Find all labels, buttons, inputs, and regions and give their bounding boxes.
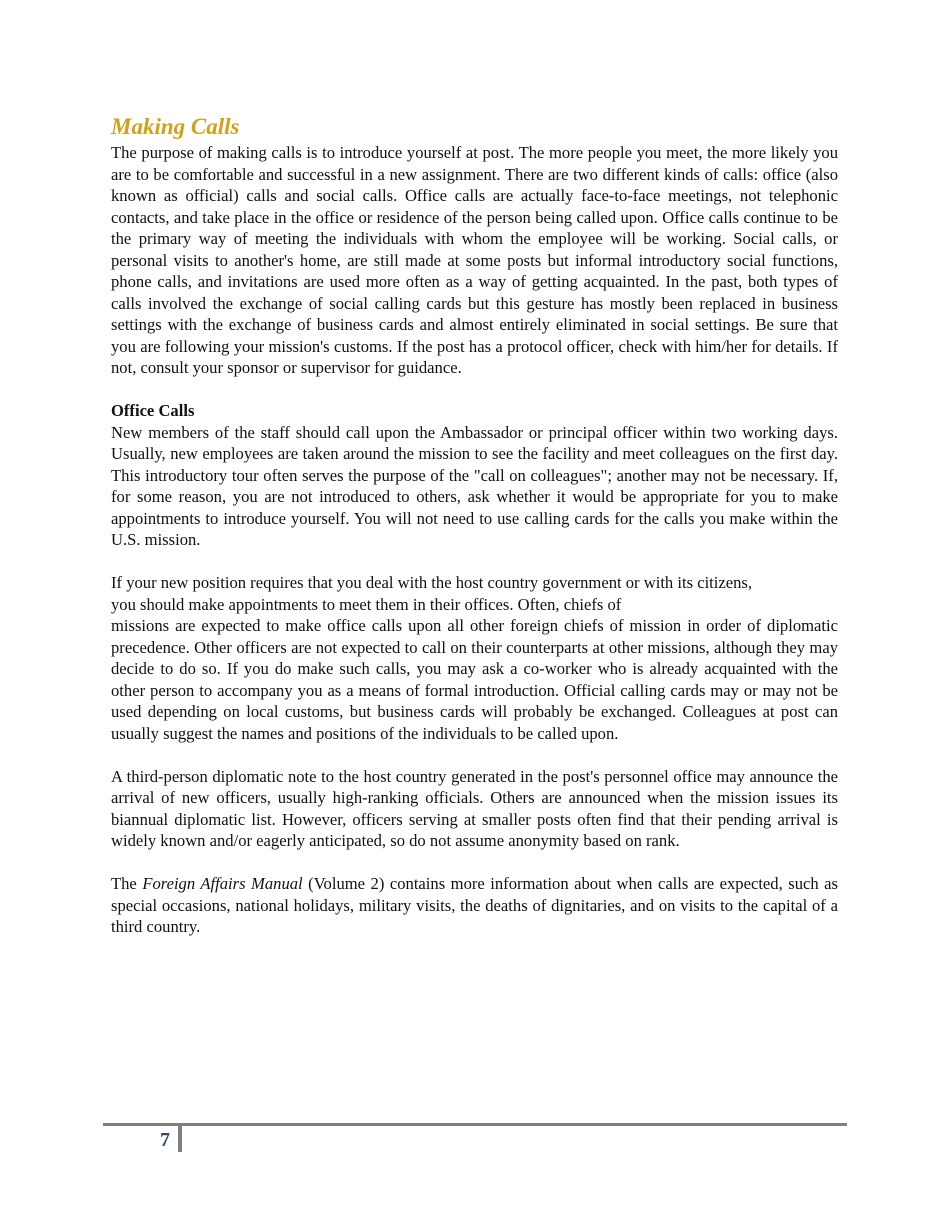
office-calls-heading: Office Calls: [111, 401, 195, 420]
paragraph-2-rest: missions are expected to make office calls upon all other foreign chiefs of mission in order of diplomatic precedence. Other officers are not expected to call on their counterparts at other missions, although they may decide to do so. If you do make such calls, you may ask a co-worker who is already acquainted with the other person to accompany you as a means of formal introduction. Official calling cards may or may not be used depending on local customs, but business cards will probably be exchanged. Colleagues at post can usually suggest the names and positions of the individuals to be called upon.: [111, 616, 838, 743]
page-content: [111, 112, 838, 938]
page-number: 7: [160, 1129, 170, 1151]
footer-rule: [103, 1123, 847, 1126]
office-calls-paragraph-1: New members of the staff should call upon the Ambassador or principal officer within two working days. Usually, new employees are taken around the mission to see the facility and meet colleagues on the first day. This introductory tour often serves the purpose of the "call on colleagues"; another may not be necessary. If, for some reason, you are not introduced to others, ask whether it would be appropriate for you to make appointments to introduce yourself. You will not need to use calling cards for the calls you make within the U.S. mission.: [111, 422, 838, 549]
page-number-divider: [178, 1126, 182, 1152]
manual-title: Foreign Affairs Manual: [142, 874, 303, 893]
intro-paragraph: The purpose of making calls is to introduce yourself at post. The more people you meet, the more likely you are to be comfortable and successful in a new assignment. There are two different kinds of calls: office (also known as official) calls and social calls. Office calls are actually face-to-face meetings, not telephonic contacts, and take place in the office or residence of the person being called upon. Office calls continue to be the primary way of meeting the individuals with whom the employee will be working. Social calls, or personal visits to another's home, are still made at some posts but informal introductory social functions, phone calls, and invitations are used more often as a way of getting acquainted. In the past, both types of calls involved the exchange of social calling cards but this gesture has mostly been replaced in business settings with the exchange of business cards and almost entirely eliminated in social settings. Be sure that you are following your mission's customs. If the post has a protocol officer, check with him/her for details. If not, consult your sponsor or supervisor for guidance.: [111, 143, 838, 377]
para4-pre: The: [111, 874, 143, 893]
office-calls-paragraph-3: A third-person diplomatic note to the host country generated in the post's personnel office may announce the arrival of new officers, usually high-ranking officials. Others are announced when the mission issues its biannual diplomatic list. However, officers serving at smaller posts often find that their pending arrival is widely known and/or eagerly anticipated, so do not assume anonymity based on rank.: [111, 766, 838, 850]
office-calls-paragraph-2: [111, 572, 838, 744]
paragraph-2-line-2: you should make appointments to meet them in their offices. Often, chiefs of: [111, 594, 622, 614]
section-title: Making Calls: [111, 114, 240, 139]
paragraph-2-line-1: If your new position requires that you deal with the host country government or with its citizens,: [111, 573, 753, 592]
para4-post: (Volume 2) contains more information about when calls are expected, such as special occasions, national holidays, military visits, the deaths of dignitaries, and on visits to the capital of a third country.: [111, 874, 838, 936]
office-calls-paragraph-4: [111, 873, 838, 938]
